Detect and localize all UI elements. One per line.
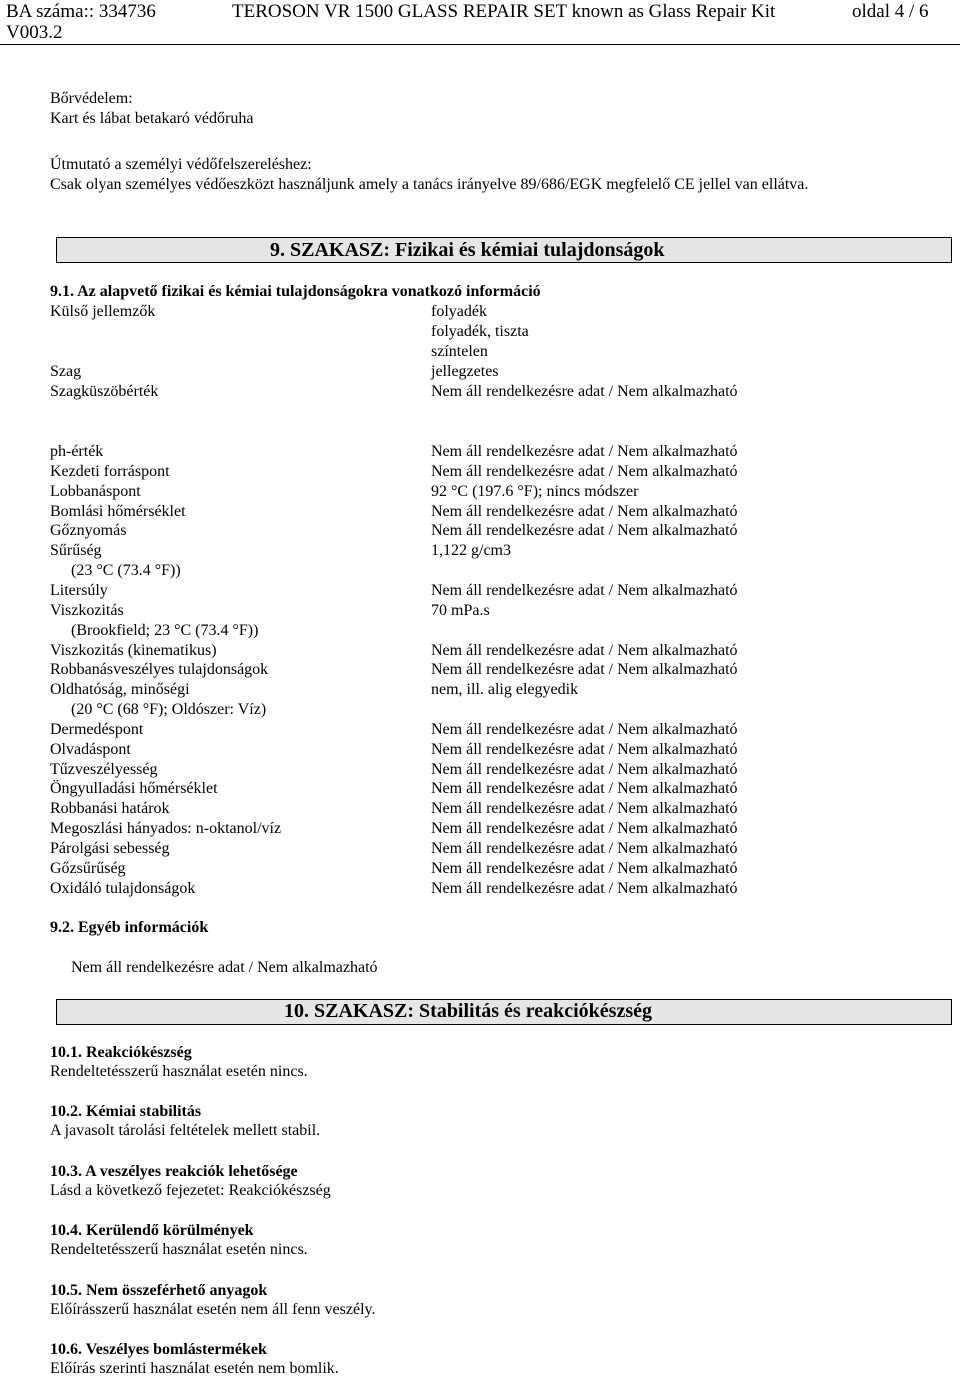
appearance-value: folyadék, tiszta bbox=[431, 323, 529, 340]
section-10-item-text: Rendeltetésszerű használat esetén nincs. bbox=[50, 1063, 308, 1080]
property-value: Nem áll rendelkezésre adat / Nem alkalmazható bbox=[431, 582, 738, 599]
property-label: (23 °C (73.4 °F)) bbox=[71, 562, 181, 579]
section-10-item-text: A javasolt tárolási feltételek mellett stabil. bbox=[50, 1122, 321, 1139]
property-value: Nem áll rendelkezésre adat / Nem alkalmazható bbox=[431, 741, 738, 758]
property-label: Oldhatóság, minőségi bbox=[50, 681, 190, 698]
odor-threshold-value: Nem áll rendelkezésre adat / Nem alkalmazható bbox=[431, 383, 738, 400]
property-value: Nem áll rendelkezésre adat / Nem alkalmazható bbox=[431, 780, 738, 797]
section-10-item-heading: 10.6. Veszélyes bomlástermékek bbox=[50, 1341, 267, 1358]
property-label: (Brookfield; 23 °C (73.4 °F)) bbox=[71, 622, 259, 639]
property-label: Sűrűség bbox=[50, 542, 102, 559]
property-label: Viszkozitás bbox=[50, 602, 124, 619]
ppe-guide-heading: Útmutató a személyi védőfelszereléshez: bbox=[50, 156, 312, 173]
property-value: Nem áll rendelkezésre adat / Nem alkalmazható bbox=[431, 642, 738, 659]
property-label: Oxidáló tulajdonságok bbox=[50, 880, 196, 897]
property-value: Nem áll rendelkezésre adat / Nem alkalmazható bbox=[431, 522, 738, 539]
property-value: Nem áll rendelkezésre adat / Nem alkalmazható bbox=[431, 840, 738, 857]
odor-threshold-label: Szagküszöbérték bbox=[50, 383, 159, 400]
property-label: Gőzsűrűség bbox=[50, 860, 126, 877]
property-value: Nem áll rendelkezésre adat / Nem alkalmazható bbox=[431, 880, 738, 897]
section-9-title: 9. SZAKASZ: Fizikai és kémiai tulajdonságok bbox=[270, 239, 665, 261]
property-label: Robbanási határok bbox=[50, 800, 170, 817]
subsection-9-1-heading: 9.1. Az alapvető fizikai és kémiai tulajdonságokra vonatkozó információ bbox=[50, 283, 541, 300]
property-value: Nem áll rendelkezésre adat / Nem alkalmazható bbox=[431, 860, 738, 877]
property-label: Viszkozitás (kinematikus) bbox=[50, 642, 217, 659]
property-value: Nem áll rendelkezésre adat / Nem alkalmazható bbox=[431, 503, 738, 520]
property-value: Nem áll rendelkezésre adat / Nem alkalmazható bbox=[431, 800, 738, 817]
property-label: Litersúly bbox=[50, 582, 108, 599]
property-value: 92 °C (197.6 °F); nincs módszer bbox=[431, 483, 639, 500]
skin-protection-heading: Bőrvédelem: bbox=[50, 90, 133, 107]
property-value: 1,122 g/cm3 bbox=[431, 542, 511, 559]
property-value: Nem áll rendelkezésre adat / Nem alkalmazható bbox=[431, 661, 738, 678]
odor-value: jellegzetes bbox=[431, 363, 499, 380]
appearance-value: folyadék bbox=[431, 303, 487, 320]
property-value: Nem áll rendelkezésre adat / Nem alkalmazható bbox=[431, 443, 738, 460]
property-value: 70 mPa.s bbox=[431, 602, 490, 619]
property-label: Olvadáspont bbox=[50, 741, 131, 758]
appearance-value: színtelen bbox=[431, 343, 488, 360]
ba-number: BA száma:: 334736 bbox=[6, 1, 156, 22]
page-number: oldal 4 / 6 bbox=[852, 1, 929, 22]
property-label: Megoszlási hányados: n-oktanol/víz bbox=[50, 820, 282, 837]
header-rule bbox=[0, 44, 960, 45]
odor-label: Szag bbox=[50, 363, 82, 380]
property-label: Dermedéspont bbox=[50, 721, 144, 738]
property-label: Bomlási hőmérséklet bbox=[50, 503, 186, 520]
section-10-item-heading: 10.4. Kerülendő körülmények bbox=[50, 1222, 254, 1239]
section-10-item-text: Rendeltetésszerű használat esetén nincs. bbox=[50, 1241, 308, 1258]
section-10-item-text: Lásd a következő fejezetet: Reakciókészség bbox=[50, 1182, 331, 1199]
property-value: Nem áll rendelkezésre adat / Nem alkalmazható bbox=[431, 463, 738, 480]
section-10-item-heading: 10.1. Reakciókészség bbox=[50, 1044, 192, 1061]
property-value: nem, ill. alig elegyedik bbox=[431, 681, 579, 698]
version: V003.2 bbox=[6, 22, 63, 43]
subsection-9-2-heading: 9.2. Egyéb információk bbox=[50, 919, 209, 936]
appearance-label: Külső jellemzők bbox=[50, 303, 156, 320]
property-value: Nem áll rendelkezésre adat / Nem alkalmazható bbox=[431, 721, 738, 738]
section-10-item-text: Előírás szerinti használat esetén nem bomlik. bbox=[50, 1360, 339, 1377]
property-label: Kezdeti forráspont bbox=[50, 463, 170, 480]
section-10-item-heading: 10.5. Nem összeférhető anyagok bbox=[50, 1282, 268, 1299]
property-label: Tűzveszélyesség bbox=[50, 761, 158, 778]
section-10-item-text: Előírásszerű használat esetén nem áll fenn veszély. bbox=[50, 1301, 376, 1318]
property-label: Öngyulladási hőmérséklet bbox=[50, 780, 218, 797]
section-10-item-heading: 10.3. A veszélyes reakciók lehetősége bbox=[50, 1163, 298, 1180]
property-label: Gőznyomás bbox=[50, 522, 127, 539]
property-value: Nem áll rendelkezésre adat / Nem alkalmazható bbox=[431, 820, 738, 837]
property-value: Nem áll rendelkezésre adat / Nem alkalmazható bbox=[431, 761, 738, 778]
property-label: Lobbanáspont bbox=[50, 483, 141, 500]
property-label: Robbanásveszélyes tulajdonságok bbox=[50, 661, 269, 678]
skin-protection-text: Kart és lábat betakaró védőruha bbox=[50, 110, 254, 127]
ppe-guide-text: Csak olyan személyes védőeszközt használjunk amely a tanács irányelve 89/686/EGK megfelelő CE jellel van ellátva. bbox=[50, 176, 809, 193]
subsection-9-2-text: Nem áll rendelkezésre adat / Nem alkalmazható bbox=[71, 959, 378, 976]
section-10-item-heading: 10.2. Kémiai stabilitás bbox=[50, 1103, 202, 1120]
property-label: Párolgási sebesség bbox=[50, 840, 170, 857]
section-10-title: 10. SZAKASZ: Stabilitás és reakciókészség bbox=[284, 1000, 652, 1022]
property-label: ph-érték bbox=[50, 443, 104, 460]
product-title: TEROSON VR 1500 GLASS REPAIR SET known as Glass Repair Kit bbox=[232, 1, 776, 22]
property-label: (20 °C (68 °F); Oldószer: Víz) bbox=[71, 701, 267, 718]
